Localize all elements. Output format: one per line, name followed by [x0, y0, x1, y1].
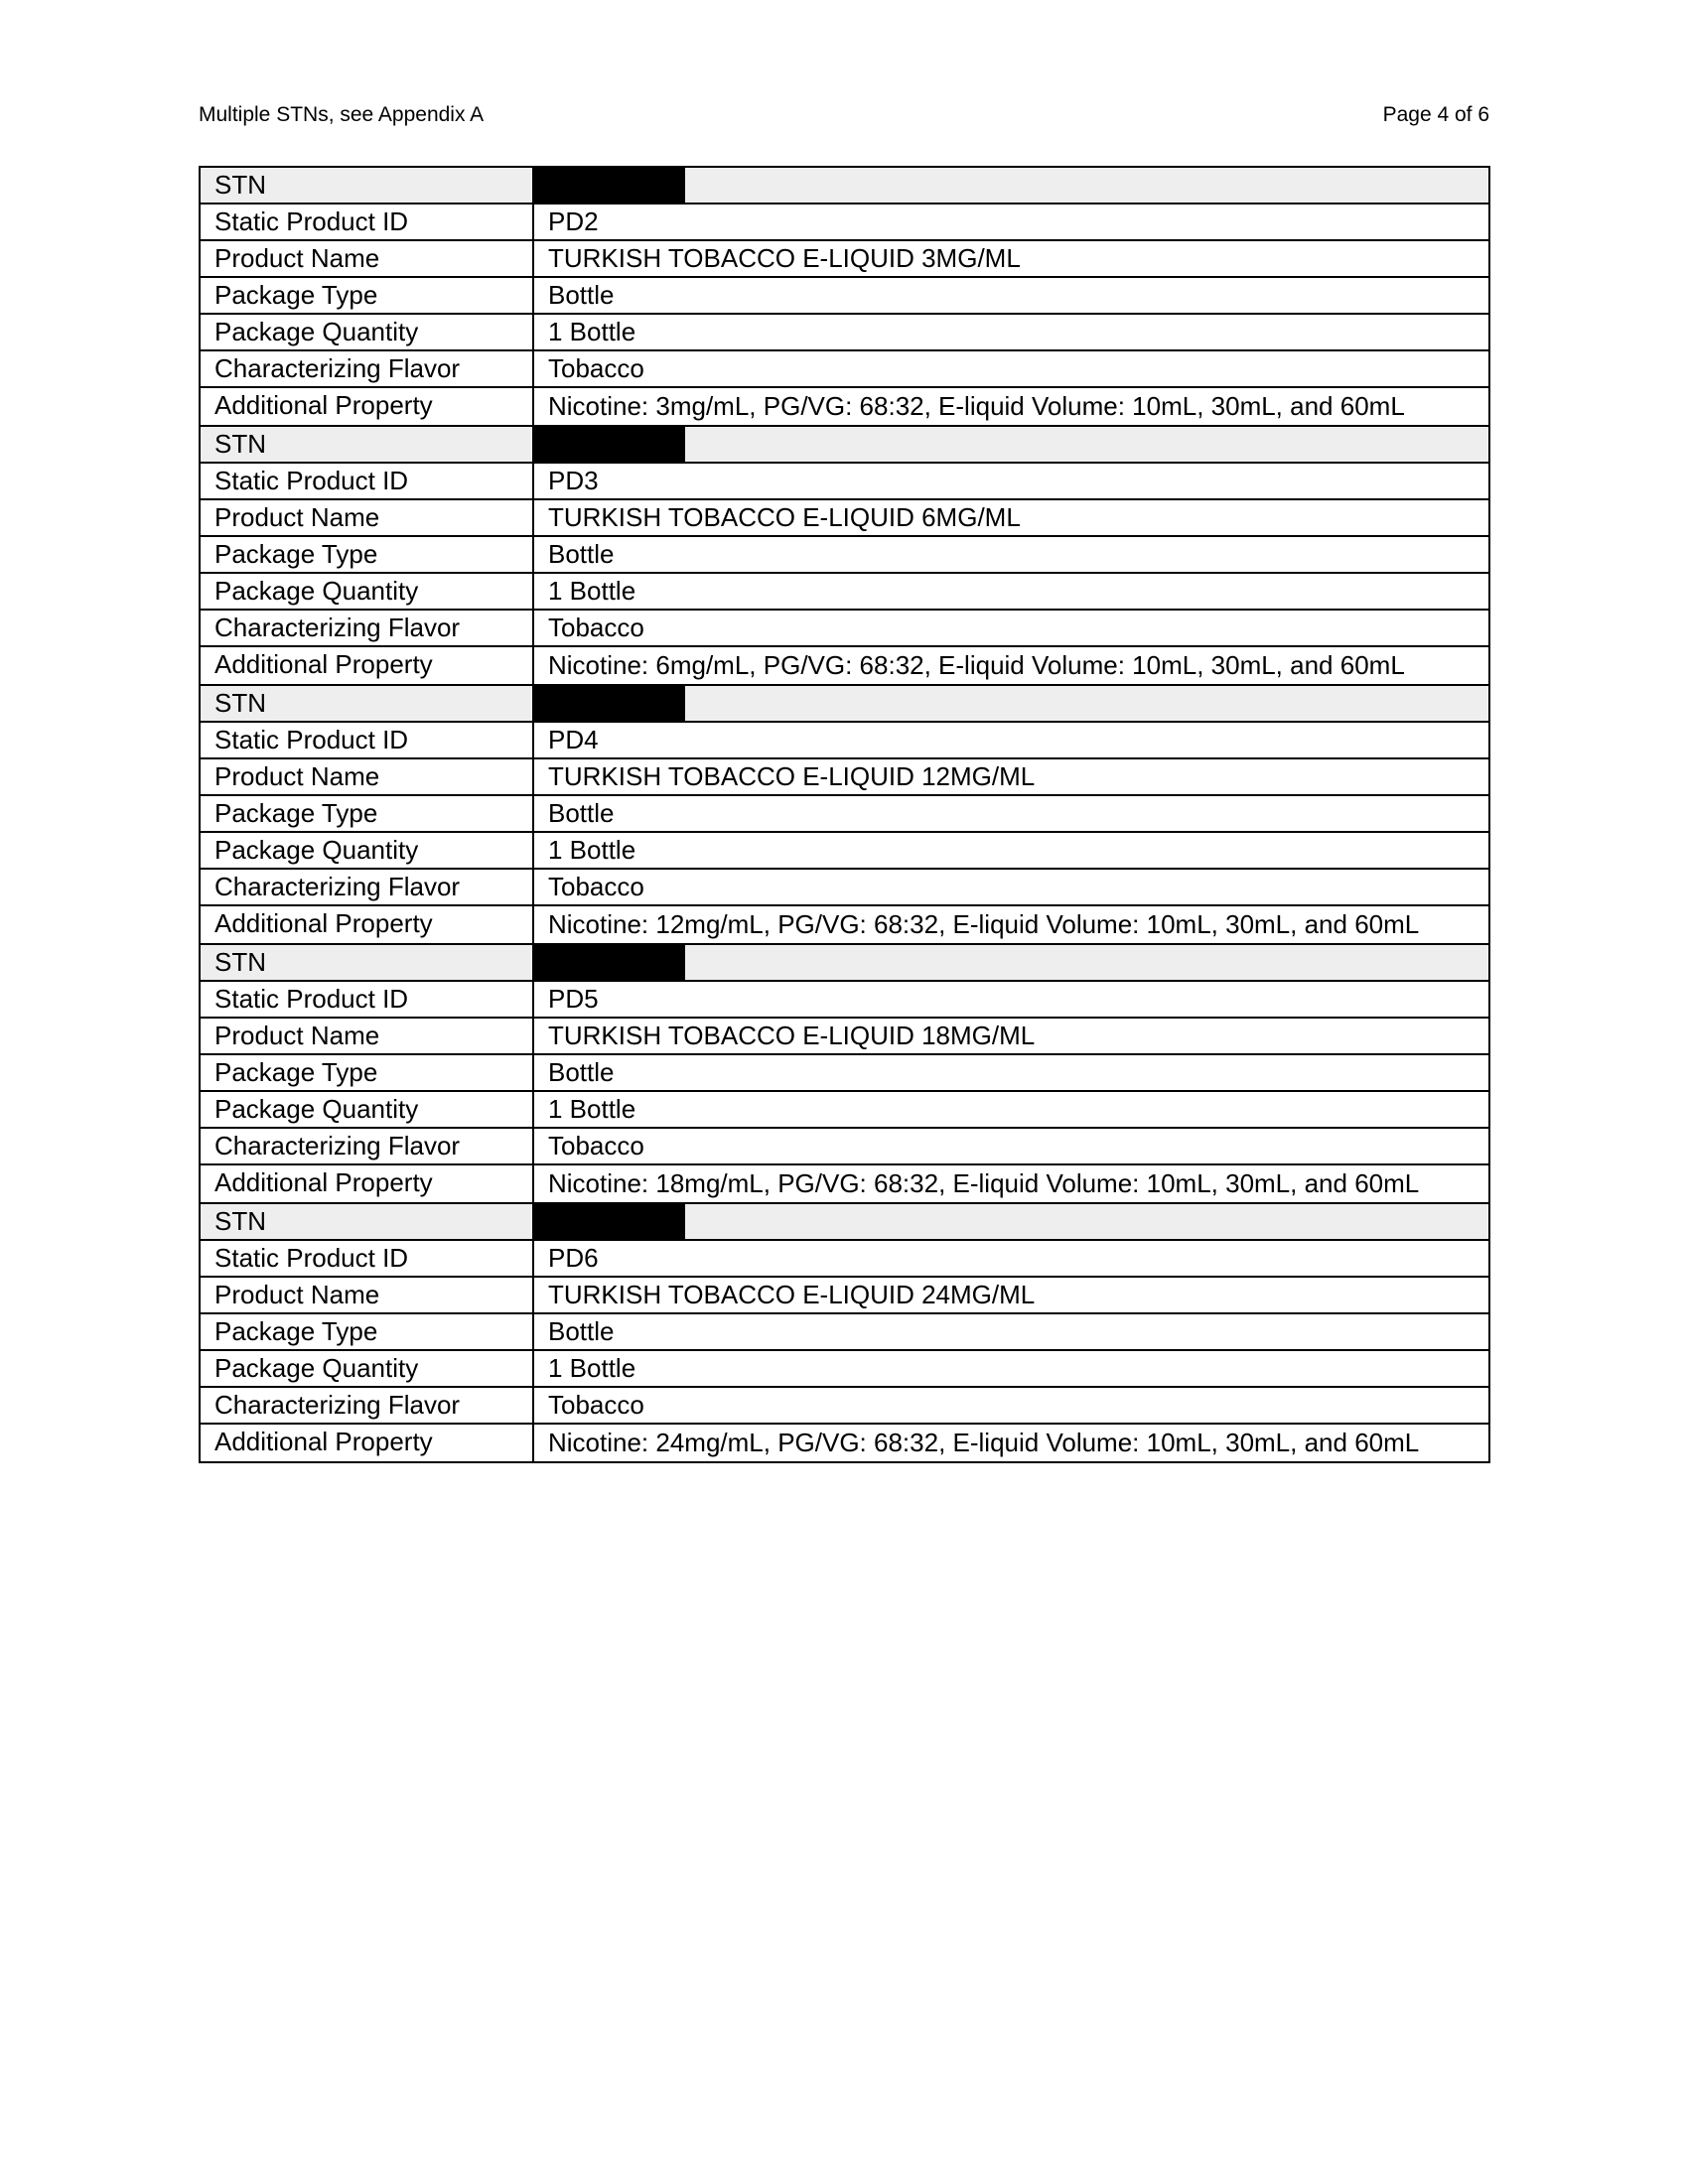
- table-row: [200, 314, 1489, 350]
- field-value: Nicotine: 24mg/mL, PG/VG: 68:32, E-liquid Volume: 10mL, 30mL, and 60mL: [533, 1424, 1489, 1462]
- table-row: [200, 722, 1489, 758]
- table-row: [200, 387, 1489, 426]
- redaction-block: [534, 167, 685, 204]
- redaction-block: [534, 685, 685, 722]
- field-value: Bottle: [533, 536, 1489, 573]
- field-label: Additional Property: [200, 387, 533, 426]
- table-row: [200, 1164, 1489, 1203]
- field-value: PD2: [533, 204, 1489, 240]
- field-value: Nicotine: 3mg/mL, PG/VG: 68:32, E-liquid Volume: 10mL, 30mL, and 60mL: [533, 387, 1489, 426]
- table-row: [200, 758, 1489, 795]
- field-value: 1 Bottle: [533, 832, 1489, 869]
- table-row: [200, 905, 1489, 944]
- table-row: [200, 463, 1489, 499]
- table-row: [200, 240, 1489, 277]
- field-label: Package Type: [200, 1313, 533, 1350]
- field-label: Static Product ID: [200, 722, 533, 758]
- field-label: Additional Property: [200, 1164, 533, 1203]
- table-row: [200, 832, 1489, 869]
- table-row: [200, 204, 1489, 240]
- field-value: Tobacco: [533, 869, 1489, 905]
- page-number: Page 4 of 6: [1382, 103, 1489, 126]
- field-value: Bottle: [533, 1313, 1489, 1350]
- field-value: PD4: [533, 722, 1489, 758]
- field-value: Bottle: [533, 1054, 1489, 1091]
- table-row: [200, 350, 1489, 387]
- table-row: [200, 1424, 1489, 1462]
- product-table: [199, 166, 1490, 1463]
- field-value: 1 Bottle: [533, 573, 1489, 610]
- table-row: [200, 610, 1489, 646]
- stn-value: [533, 1203, 1489, 1240]
- stn-value: [533, 685, 1489, 722]
- table-row: [200, 1277, 1489, 1313]
- stn-row: [200, 944, 1489, 981]
- field-value: 1 Bottle: [533, 1091, 1489, 1128]
- field-label: Additional Property: [200, 646, 533, 685]
- field-label: Product Name: [200, 758, 533, 795]
- page-header: [199, 99, 1489, 131]
- field-value: Nicotine: 6mg/mL, PG/VG: 68:32, E-liquid Volume: 10mL, 30mL, and 60mL: [533, 646, 1489, 685]
- field-value: 1 Bottle: [533, 314, 1489, 350]
- field-label: Package Quantity: [200, 1091, 533, 1128]
- table-row: [200, 981, 1489, 1018]
- product-table-body: [200, 167, 1489, 1462]
- table-row: [200, 869, 1489, 905]
- table-row: [200, 1054, 1489, 1091]
- stn-row: [200, 1203, 1489, 1240]
- field-label: Product Name: [200, 1018, 533, 1054]
- field-value: PD6: [533, 1240, 1489, 1277]
- stn-label: STN: [200, 685, 533, 722]
- field-label: Product Name: [200, 240, 533, 277]
- field-label: Characterizing Flavor: [200, 350, 533, 387]
- table-row: [200, 1387, 1489, 1424]
- field-value: TURKISH TOBACCO E-LIQUID 24MG/ML: [533, 1277, 1489, 1313]
- field-value: Nicotine: 18mg/mL, PG/VG: 68:32, E-liquid Volume: 10mL, 30mL, and 60mL: [533, 1164, 1489, 1203]
- field-value: TURKISH TOBACCO E-LIQUID 18MG/ML: [533, 1018, 1489, 1054]
- table-row: [200, 795, 1489, 832]
- table-row: [200, 536, 1489, 573]
- stn-label: STN: [200, 167, 533, 204]
- redaction-block: [534, 426, 685, 463]
- table-row: [200, 1018, 1489, 1054]
- stn-label: STN: [200, 426, 533, 463]
- field-label: Characterizing Flavor: [200, 1387, 533, 1424]
- field-label: Package Type: [200, 536, 533, 573]
- field-value: Tobacco: [533, 610, 1489, 646]
- field-value: TURKISH TOBACCO E-LIQUID 12MG/ML: [533, 758, 1489, 795]
- field-label: Package Quantity: [200, 573, 533, 610]
- table-row: [200, 1240, 1489, 1277]
- header-reference: Multiple STNs, see Appendix A: [199, 103, 485, 126]
- field-value: TURKISH TOBACCO E-LIQUID 6MG/ML: [533, 499, 1489, 536]
- field-value: Bottle: [533, 277, 1489, 314]
- table-row: [200, 499, 1489, 536]
- field-label: Package Type: [200, 795, 533, 832]
- field-value: PD3: [533, 463, 1489, 499]
- field-value: PD5: [533, 981, 1489, 1018]
- field-label: Product Name: [200, 1277, 533, 1313]
- table-row: [200, 277, 1489, 314]
- field-label: Package Type: [200, 1054, 533, 1091]
- field-label: Package Quantity: [200, 1350, 533, 1387]
- redaction-block: [534, 1203, 685, 1240]
- table-row: [200, 1128, 1489, 1164]
- stn-value: [533, 426, 1489, 463]
- field-label: Additional Property: [200, 1424, 533, 1462]
- stn-row: [200, 426, 1489, 463]
- field-label: Additional Property: [200, 905, 533, 944]
- field-label: Static Product ID: [200, 1240, 533, 1277]
- field-label: Characterizing Flavor: [200, 610, 533, 646]
- stn-row: [200, 167, 1489, 204]
- field-value: 1 Bottle: [533, 1350, 1489, 1387]
- stn-value: [533, 944, 1489, 981]
- table-row: [200, 573, 1489, 610]
- field-value: Nicotine: 12mg/mL, PG/VG: 68:32, E-liquid Volume: 10mL, 30mL, and 60mL: [533, 905, 1489, 944]
- field-value: TURKISH TOBACCO E-LIQUID 3MG/ML: [533, 240, 1489, 277]
- table-row: [200, 646, 1489, 685]
- stn-label: STN: [200, 944, 533, 981]
- field-label: Package Quantity: [200, 314, 533, 350]
- field-label: Characterizing Flavor: [200, 869, 533, 905]
- field-label: Static Product ID: [200, 981, 533, 1018]
- field-value: Tobacco: [533, 1387, 1489, 1424]
- table-row: [200, 1091, 1489, 1128]
- field-label: Static Product ID: [200, 204, 533, 240]
- field-label: Characterizing Flavor: [200, 1128, 533, 1164]
- field-value: Tobacco: [533, 1128, 1489, 1164]
- field-value: Tobacco: [533, 350, 1489, 387]
- table-row: [200, 1313, 1489, 1350]
- redaction-block: [534, 944, 685, 981]
- field-label: Product Name: [200, 499, 533, 536]
- stn-value: [533, 167, 1489, 204]
- field-label: Package Quantity: [200, 832, 533, 869]
- stn-label: STN: [200, 1203, 533, 1240]
- field-label: Package Type: [200, 277, 533, 314]
- field-value: Bottle: [533, 795, 1489, 832]
- table-row: [200, 1350, 1489, 1387]
- field-label: Static Product ID: [200, 463, 533, 499]
- stn-row: [200, 685, 1489, 722]
